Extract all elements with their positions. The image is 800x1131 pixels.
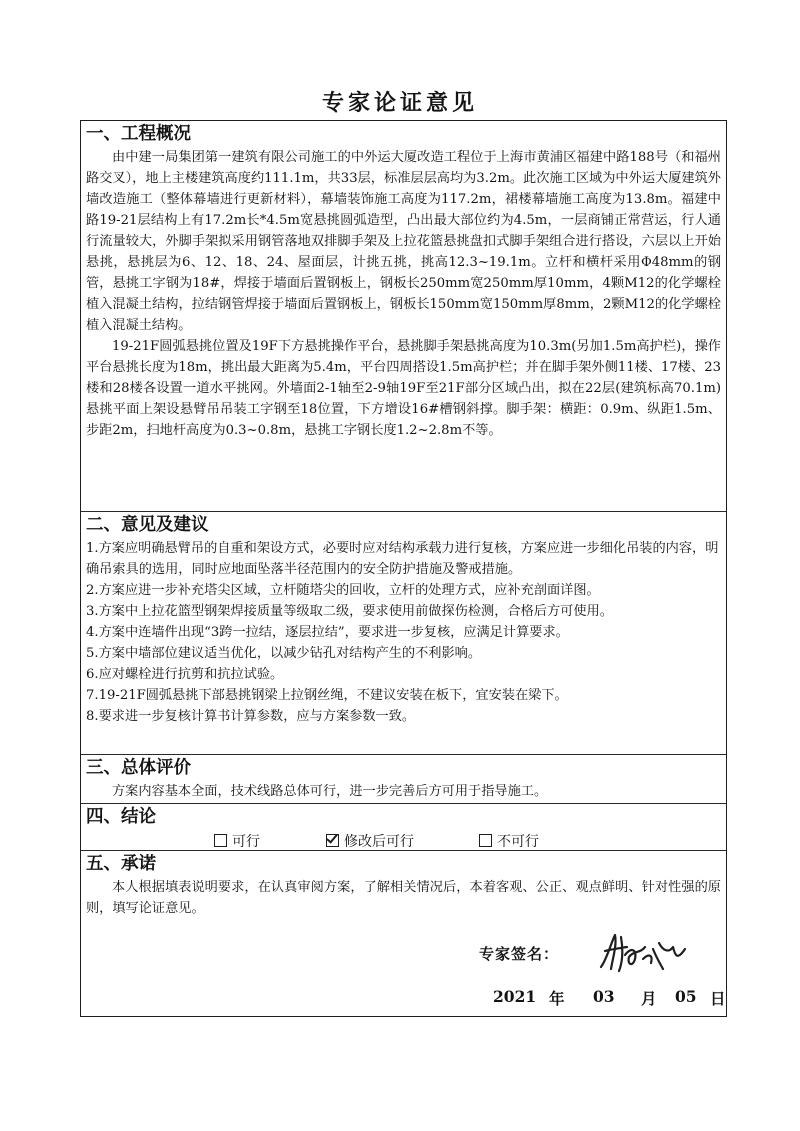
section-commitment xyxy=(81,850,726,919)
option-label: 不可行 xyxy=(497,834,539,850)
suggestion-item: 7.19-21F圆弧悬挑下部悬挑钢梁上拉钢丝绳，不建议安装在板下，宜安装在梁下。 xyxy=(86,688,568,703)
option-checkbox-checked[interactable] xyxy=(326,834,339,847)
date-day: 05 xyxy=(675,987,697,1006)
suggestion-item: 3.方案中上拉花篮型钢架焊接质量等级取二级，要求使用前做探伤检测，合格后方可使用。 xyxy=(86,604,613,619)
date-year: 2021 xyxy=(493,987,537,1006)
option-label: 修改后可行 xyxy=(344,834,414,850)
section-evaluation xyxy=(81,754,726,802)
section-heading-commitment: 五、承诺 xyxy=(86,854,156,874)
section-heading-overview: 一、工程概况 xyxy=(86,124,191,144)
evaluation-text: 方案内容基本全面，技术线路总体可行，进一步完善后方可用于指导施工。 xyxy=(112,784,548,799)
option-checkbox[interactable] xyxy=(214,834,227,847)
date-year-unit: 年 xyxy=(549,989,565,1008)
opinion-form-frame xyxy=(80,120,727,1017)
section-heading-conclusion: 四、结论 xyxy=(86,807,156,827)
suggestion-item: 4.方案中连墙件出现“3跨一拉结，逐层拉结”，要求进一步复核，应满足计算要求。 xyxy=(86,625,569,640)
section-heading-suggestions: 二、意见及建议 xyxy=(86,515,209,535)
suggestion-item: 8.要求进一步复核计算书计算参数，应与方案参数一致。 xyxy=(86,709,416,724)
overview-paragraph-2: 19-21F圆弧悬挑位置及19F下方悬挑操作平台，悬挑脚手架悬挑高度为10.3m(另加1.5m高护栏)，操作平台悬挑长度为18m，挑出最大距离为5.4m，平台四周搭设1.5m高护栏；并在脚手架外侧11楼、17楼、23楼和28楼各设置一道水平挑网。外墙面2-1轴至2-9轴19F至21F部分区域凸出，拟在22层(建筑标高70.1m)悬挑平面上架设悬臂吊吊装工字钢至18位置，下方增设16#槽钢斜撑。脚手架：横距：0.9m、纵距1.5m、步距2m，扫地杆高度为0.3~0.8m，悬挑工字钢长度1.2~2.8m不等。 xyxy=(86,339,721,438)
date-month: 03 xyxy=(593,987,615,1006)
signature-label: 专家签名： xyxy=(479,945,560,963)
overview-paragraph-1: 由中建一局集团第一建筑有限公司施工的中外运大厦改造工程位于上海市黄浦区福建中路188号（和福州路交叉），地上主楼建筑高度约111.1m，共33层，标准层层高均为3.2m。此次施工区域为中外运大厦建筑外墙改造施工（整体幕墙进行更新材料），幕墙装饰施工高度为117.2m，裙楼幕墙施工高度为13.8m。福建中路19-21层结构上有17.2m长*4.5m宽悬挑圆弧造型，凸出最大部位约为4.5m，一层商铺正常营运，行人通行流量较大，外脚手架拟采用钢管落地双排脚手架及上拉花篮悬挑盘扣式脚手架组合进行搭设，六层以上开始悬挑，悬挑层为6、12、18、24、屋面层，计挑五挑，挑高12.3~19.1m。立杆和横杆采用Φ48mm的钢管，悬挑工字钢为18#，焊接于墙面后置钢板上，钢板长250mm宽250mm厚10mm，4颗M12的化学螺栓植入混凝土结构，拉结钢管焊接于墙面后置钢板上，钢板长150mm宽150mm厚8mm，2颗M12的化学螺栓植入混凝土结构。 xyxy=(86,150,721,333)
suggestion-item: 6.应对螺栓进行抗剪和抗拉试验。 xyxy=(86,667,284,682)
commitment-text: 本人根据填表说明要求，在认真审阅方案，了解相关情况后，本着客观、公正、观点鲜明、针对性强的原则，填写论证意见。 xyxy=(86,880,721,916)
signature-image xyxy=(593,929,693,974)
suggestion-item: 5.方案中墙部位建议适当优化，以减少钻孔对结构产生的不利影响。 xyxy=(86,646,482,661)
date-day-unit: 日 xyxy=(710,989,726,1008)
suggestion-item: 1.方案应明确悬臂吊的自重和架设方式，必要时应对结构承载力进行复核，方案应进一步细化吊装的内容，明确吊索具的选用，同时应地面坠落半径范围内的安全防护措施及警戒措施。 xyxy=(86,541,719,577)
section-suggestions xyxy=(81,511,726,727)
suggestion-item: 2.方案应进一步补充塔尖区域，立杆随塔尖的回收，立杆的处理方式，应补充剖面详图。 xyxy=(86,583,600,598)
section-overview xyxy=(81,121,726,441)
option-label: 可行 xyxy=(232,834,260,850)
section-heading-evaluation: 三、总体评价 xyxy=(86,758,191,778)
date-month-unit: 月 xyxy=(641,989,657,1008)
page-title: 专家论证意见 xyxy=(321,91,478,116)
option-checkbox[interactable] xyxy=(479,834,492,847)
section-conclusion xyxy=(81,803,726,854)
